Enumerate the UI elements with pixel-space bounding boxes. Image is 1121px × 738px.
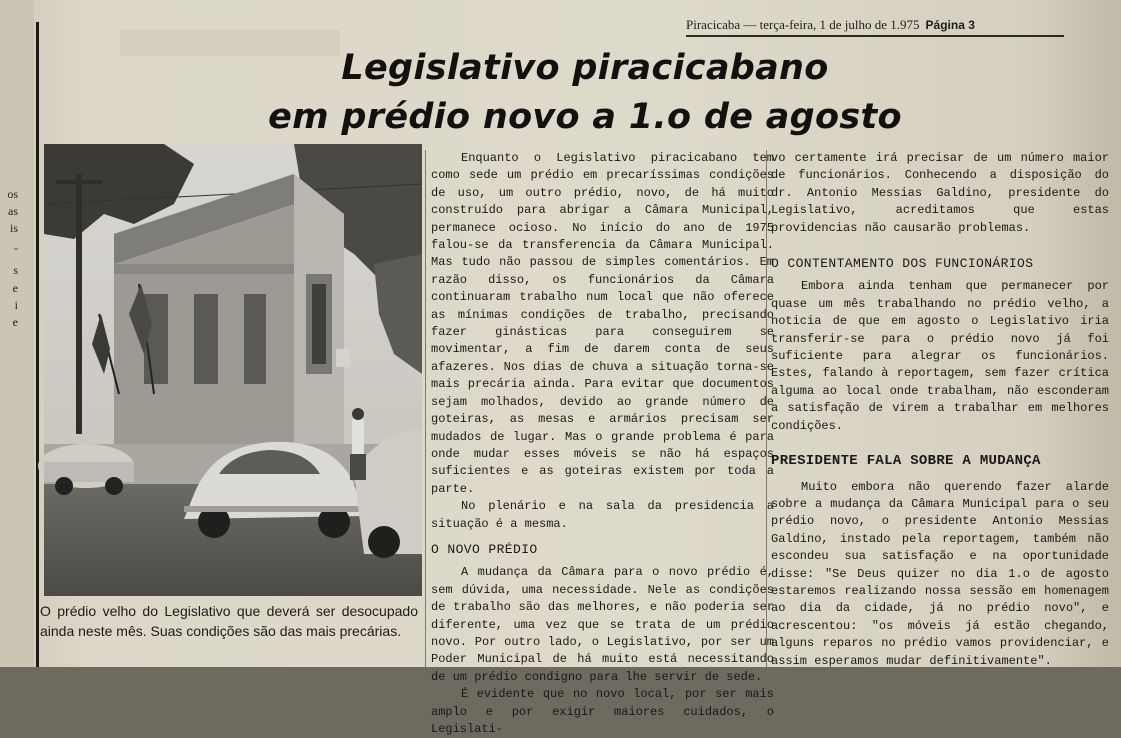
building-photo-illustration: [44, 144, 422, 596]
paragraph: Embora ainda tenham que permanecer por quase um mês trabalhando no prédio velho, a noticia de que em agosto o Legislativo iria transferir-se para o prédio novo já foi suficiente para alegrar os funcionários. Estes, falando à reportagem, sem fazer crítica alguma ao local onde trabalham, não esconderam a satisfação de virem a trabalhar em melhores condições.: [771, 279, 1109, 433]
column-rule: [425, 150, 426, 667]
fragment-text: as: [8, 204, 18, 218]
building-photo: [44, 144, 422, 596]
fragment-text: e: [12, 315, 18, 329]
fragment-text: i: [14, 298, 18, 312]
article-column-2: [431, 150, 774, 738]
article-column-3: [771, 150, 1109, 670]
paragraph: Muito embora não querendo fazer alarde sobre a mudança da Câmara Municipal para o seu prédio novo, o presidente Antonio Messias Galdino, instado pela reportagem, também não escondeu sua satisfação e na oportunidade disse: "Se Deus quizer no dia 1.o de agosto estaremos realizando nossa sessão em homenagem ao dia da cidade, já no prédio novo", e acrescentou: "os móveis já estão chegando, alguns reparos no prédio vamos providenciar, e assim esperamos mudar definitivamente".: [771, 479, 1109, 668]
headline-line-2: em prédio novo a 1.o de agosto: [268, 97, 902, 137]
page-folio: [686, 17, 975, 33]
column-rule: [36, 22, 39, 667]
fragment-text: os: [7, 187, 18, 201]
fragment-text: s: [13, 263, 18, 277]
previous-page-strip: [0, 0, 34, 667]
dateline: Piracicaba — terça-feira, 1 de julho de 1.975: [686, 17, 920, 32]
photo-caption: O prédio velho do Legislativo que deverá ser desocupado ainda neste mês. Suas condições são das mais precárias.: [40, 603, 418, 639]
section-heading: PRESIDENTE FALA SOBRE A MUDANÇA: [771, 453, 1041, 470]
fragment-text: e: [12, 281, 18, 295]
fragment-text: is: [9, 221, 18, 235]
paragraph: vo certamente irá precisar de um número maior de funcionários. Conhecendo a disposição do dr. Antonio Messias Galdino, presidente do Legislativo, acreditamos que estas providencias não causarão problemas.: [771, 151, 1109, 235]
section-heading: O NOVO PRÉDIO: [431, 541, 538, 557]
paragraph: A mudança da Câmara para o novo prédio é, sem dúvida, uma necessidade. Nele as condições de trabalho são das melhores, e não poderia ser diferente, uma vez que se trata de um prédio novo. Por outro lado, o Legislativo, por ser um Poder Municipal de há muito está necessitando de um prédio condigno para lhe servir de sede.: [431, 565, 774, 684]
folio-rule: [686, 35, 1064, 37]
paragraph: Enquanto o Legislativo piracicabano tem como sede um prédio em precaríssimas condições de uso, um outro prédio, novo, de há muito construído para abrigar a Câmara Municipal, permanece ocioso. No início do ano de 1975 falou-se da transferencia da Câmara Municipal. Mas tudo não passou de simples comentários. Em razão disso, os funcionários da Câmara continuaram trabalho num local que não oferece as mínimas condições de trabalho, precisando fazer ginásticas para conseguirem se movimentar, a fim de darem conta de seus afazeres. Nos dias de chuva a situação torna-se mais precária ainda. Para evitar que documentos sejam molhados, devido ao grande número de goteiras, as mesas e armários precisam ser mudados de lugar. Mas o grande problema é para onde mudar esses móveis se não há espaços suficientes e as goteiras existem por toda a parte.: [431, 151, 774, 496]
headline: [150, 44, 1020, 142]
paragraph: No plenário e na sala da presidencia a situação é a mesma.: [431, 499, 774, 531]
fragment-text: -: [14, 241, 18, 255]
page-number: Página 3: [925, 18, 975, 32]
headline-line-1: Legislativo piracicabano: [341, 48, 829, 88]
paragraph: É evidente que no novo local, por ser mais amplo e por exigir maiores cuidados, o Legislati-: [431, 687, 774, 736]
section-heading: O CONTENTAMENTO DOS FUNCIONÁRIOS: [771, 256, 1034, 272]
